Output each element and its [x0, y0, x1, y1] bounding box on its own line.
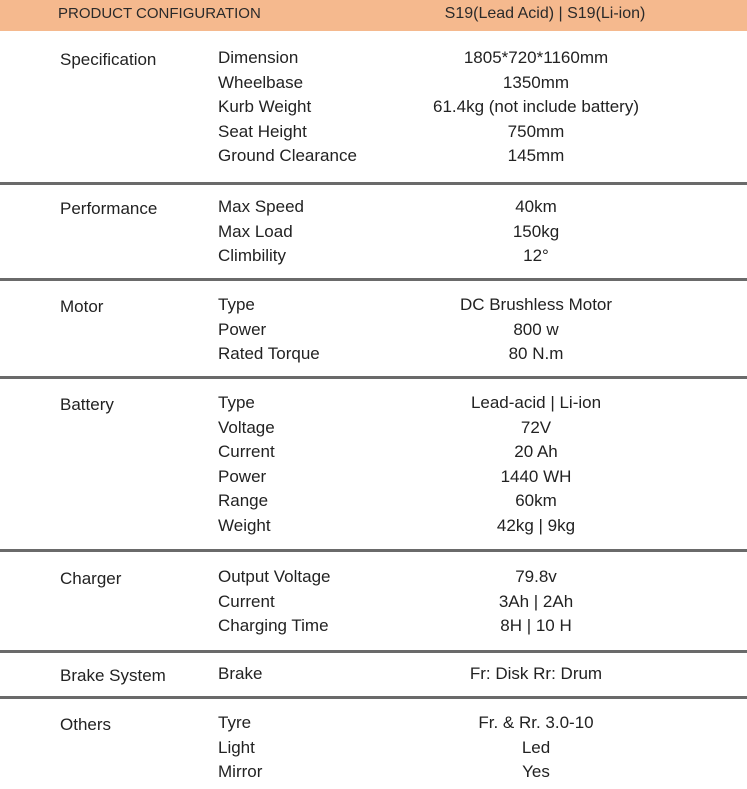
- spec-param: Max Load: [218, 221, 293, 241]
- spec-value: 12°: [523, 246, 549, 266]
- section-label: Brake System: [60, 666, 166, 685]
- section-divider: [0, 376, 747, 379]
- spec-value: 80 N.m: [508, 344, 564, 364]
- spec-param: Light: [218, 737, 255, 757]
- spec-value: 3Ah | 2Ah: [498, 591, 574, 611]
- spec-row: [0, 220, 747, 244]
- spec-param: Output Voltage: [218, 567, 331, 586]
- section-label: Performance: [60, 199, 158, 218]
- spec-param: Kurb Weight: [218, 97, 312, 117]
- section-divider: [0, 549, 747, 552]
- spec-param: Wheelbase: [218, 72, 304, 92]
- section-label: Specification: [60, 50, 157, 69]
- spec-row: [0, 514, 747, 538]
- spec-value: 1440 WH: [500, 466, 572, 486]
- spec-param: Range: [218, 491, 269, 511]
- spec-param: Power: [218, 319, 267, 339]
- section-divider: [0, 696, 747, 699]
- spec-row: [0, 71, 747, 95]
- spec-param: Seat Height: [218, 121, 307, 141]
- spec-value: 1805*720*1160mm: [463, 48, 609, 67]
- spec-row: [0, 416, 747, 440]
- spec-param: Type: [218, 295, 255, 314]
- spec-value: 79.8v: [515, 567, 557, 586]
- spec-row: [0, 662, 747, 686]
- spec-row: [0, 489, 747, 513]
- section-label: Battery: [60, 395, 114, 414]
- spec-value: Lead-acid | Li-ion: [470, 393, 602, 412]
- spec-param: Brake: [218, 664, 263, 683]
- spec-param: Voltage: [218, 417, 275, 437]
- spec-row: [0, 391, 747, 415]
- config-header: [0, 0, 747, 31]
- spec-row: [0, 736, 747, 760]
- spec-value: 60km: [515, 491, 557, 511]
- spec-value: 42kg | 9kg: [496, 516, 576, 535]
- spec-row: [0, 95, 747, 119]
- spec-param: Tyre: [218, 713, 252, 732]
- section-label: Motor: [60, 297, 104, 316]
- spec-value: 750mm: [507, 121, 565, 141]
- spec-row: [0, 565, 747, 589]
- spec-param: Type: [218, 393, 255, 412]
- spec-row: [0, 440, 747, 464]
- spec-row: [0, 590, 747, 614]
- header-title: PRODUCT CONFIGURATION: [58, 5, 261, 22]
- spec-row: [0, 465, 747, 489]
- spec-value: 61.4kg (not include battery): [432, 97, 639, 117]
- spec-param: Current: [218, 442, 275, 462]
- spec-param: Climbility: [218, 246, 286, 266]
- spec-value: 800 w: [513, 319, 559, 339]
- header-models: S19(Lead Acid) | S19(Li-ion): [444, 5, 646, 22]
- section-divider: [0, 650, 747, 653]
- spec-param: Weight: [218, 516, 271, 535]
- spec-value: 145mm: [507, 146, 565, 166]
- spec-value: Fr. & Rr. 3.0-10: [478, 713, 594, 732]
- spec-row: [0, 144, 747, 168]
- spec-row: [0, 120, 747, 144]
- spec-param: Charging Time: [218, 616, 329, 636]
- spec-row: [0, 318, 747, 342]
- spec-row: [0, 293, 747, 317]
- spec-value: 72V: [520, 417, 552, 437]
- spec-row: [0, 614, 747, 638]
- spec-value: DC Brushless Motor: [459, 295, 613, 314]
- spec-value: 150kg: [512, 221, 560, 241]
- spec-row: [0, 342, 747, 366]
- spec-value: Yes: [522, 762, 550, 782]
- spec-row: [0, 46, 747, 70]
- section-label: Charger: [60, 569, 122, 588]
- spec-value: Led: [521, 737, 551, 757]
- spec-param: Max Speed: [218, 197, 304, 216]
- spec-row: [0, 195, 747, 219]
- spec-value: 40km: [515, 197, 557, 216]
- spec-value: Fr: Disk Rr: Drum: [469, 664, 603, 683]
- section-label: Others: [60, 715, 112, 734]
- spec-row: [0, 244, 747, 268]
- spec-param: Current: [218, 591, 275, 611]
- spec-param: Ground Clearance: [218, 146, 357, 166]
- spec-row: [0, 760, 747, 784]
- spec-param: Rated Torque: [218, 344, 320, 364]
- section-divider: [0, 278, 747, 281]
- spec-param: Power: [218, 466, 267, 486]
- section-divider: [0, 182, 747, 185]
- spec-value: 1350mm: [502, 72, 570, 92]
- spec-param: Mirror: [218, 762, 263, 782]
- spec-value: 8H | 10 H: [500, 616, 572, 636]
- spec-row: [0, 711, 747, 735]
- spec-value: 20 Ah: [514, 442, 558, 462]
- spec-param: Dimension: [218, 48, 299, 67]
